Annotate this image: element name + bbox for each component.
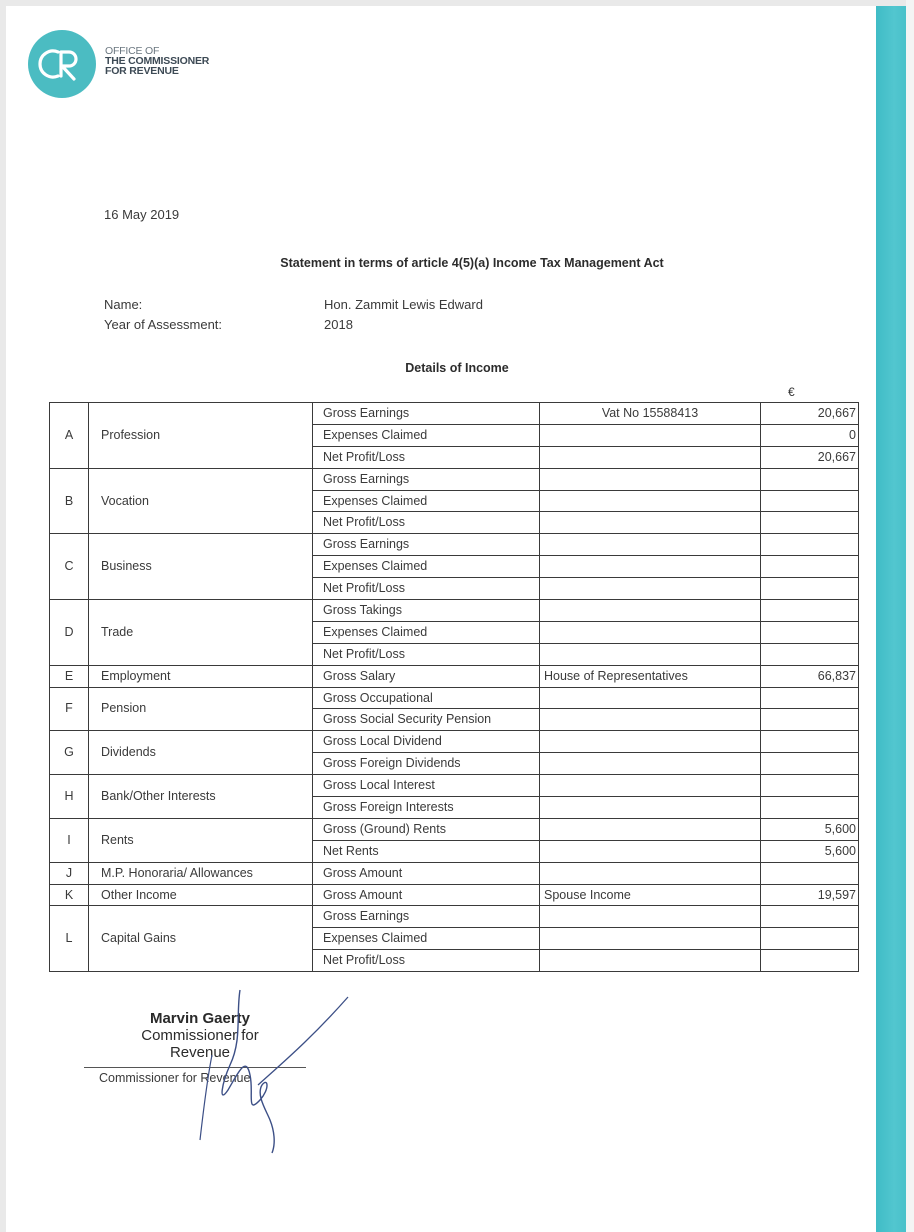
category-letter: A [50, 403, 89, 469]
income-note [540, 797, 761, 819]
income-item: Gross Occupational [313, 687, 540, 709]
income-item: Net Profit/Loss [313, 512, 540, 534]
income-item: Gross Earnings [313, 403, 540, 425]
table-row [50, 862, 859, 884]
income-item: Gross Earnings [313, 534, 540, 556]
folder-edge-strip [876, 6, 906, 1232]
signatory-role-line1: Commissioner for [141, 1027, 259, 1044]
income-amount [761, 468, 859, 490]
income-note: Spouse Income [540, 884, 761, 906]
page-edge [906, 0, 914, 1232]
table-row [50, 687, 859, 709]
category-name: Trade [89, 600, 313, 666]
income-item: Expenses Claimed [313, 621, 540, 643]
category-name: Profession [89, 403, 313, 469]
category-letter: K [50, 884, 89, 906]
income-note [540, 490, 761, 512]
income-amount [761, 512, 859, 534]
income-note [540, 775, 761, 797]
year-label: Year of Assessment: [104, 317, 223, 332]
income-amount [761, 556, 859, 578]
income-item: Gross Social Security Pension [313, 709, 540, 731]
income-item: Gross Local Dividend [313, 731, 540, 753]
currency-symbol: € [788, 385, 795, 399]
income-amount: 20,667 [761, 403, 859, 425]
income-item: Expenses Claimed [313, 424, 540, 446]
income-amount [761, 950, 859, 972]
income-note: Vat No 15588413 [540, 403, 761, 425]
org-name-line2: THE COMMISSIONER [105, 55, 210, 67]
category-name: Rents [89, 818, 313, 862]
document-date: 16 May 2019 [104, 207, 180, 222]
income-item: Net Profit/Loss [313, 950, 540, 972]
income-note [540, 818, 761, 840]
income-item: Expenses Claimed [313, 928, 540, 950]
income-amount [761, 731, 859, 753]
income-item: Gross (Ground) Rents [313, 818, 540, 840]
income-note [540, 600, 761, 622]
category-letter: H [50, 775, 89, 819]
commissioner-revenue-logo-icon [28, 30, 96, 98]
income-amount [761, 578, 859, 600]
income-item: Gross Salary [313, 665, 540, 687]
income-amount: 5,600 [761, 840, 859, 862]
income-item: Net Rents [313, 840, 540, 862]
signature-caption: Commissioner for Revenue [99, 1071, 251, 1085]
name-label: Name: [104, 297, 143, 312]
category-letter: I [50, 818, 89, 862]
income-note [540, 578, 761, 600]
category-letter: F [50, 687, 89, 731]
income-note [540, 906, 761, 928]
category-letter: C [50, 534, 89, 600]
handwritten-signature-icon [170, 985, 360, 1160]
income-note [540, 446, 761, 468]
category-name: M.P. Honoraria/ Allowances [89, 862, 313, 884]
income-item: Expenses Claimed [313, 556, 540, 578]
income-item: Gross Foreign Dividends [313, 753, 540, 775]
income-note [540, 928, 761, 950]
table-row [50, 775, 859, 797]
income-amount [761, 600, 859, 622]
category-letter: L [50, 906, 89, 972]
income-amount: 20,667 [761, 446, 859, 468]
category-name: Employment [89, 665, 313, 687]
income-amount [761, 534, 859, 556]
table-row [50, 665, 859, 687]
income-amount [761, 753, 859, 775]
income-note [540, 862, 761, 884]
table-row [50, 403, 859, 425]
income-note [540, 753, 761, 775]
income-item: Gross Local Interest [313, 775, 540, 797]
income-amount: 5,600 [761, 818, 859, 840]
table-row [50, 906, 859, 928]
signatory-name: Marvin Gaerty [149, 1010, 251, 1027]
table-row [50, 884, 859, 906]
income-item: Net Profit/Loss [313, 643, 540, 665]
table-row [50, 534, 859, 556]
income-note [540, 621, 761, 643]
income-note [540, 731, 761, 753]
income-note [540, 643, 761, 665]
table-row [50, 468, 859, 490]
category-name: Pension [89, 687, 313, 731]
category-name: Dividends [89, 731, 313, 775]
income-item: Expenses Claimed [313, 490, 540, 512]
income-amount [761, 797, 859, 819]
income-note [540, 840, 761, 862]
income-note [540, 687, 761, 709]
income-amount [761, 709, 859, 731]
income-amount [761, 687, 859, 709]
income-item: Gross Earnings [313, 468, 540, 490]
income-note: House of Representatives [540, 665, 761, 687]
category-letter: D [50, 600, 89, 666]
table-row [50, 818, 859, 840]
income-note [540, 950, 761, 972]
income-amount [761, 643, 859, 665]
category-letter: E [50, 665, 89, 687]
category-name: Bank/Other Interests [89, 775, 313, 819]
org-name-line3: FOR REVENUE [105, 65, 179, 77]
category-name: Vocation [89, 468, 313, 534]
category-letter: G [50, 731, 89, 775]
income-note [540, 468, 761, 490]
income-amount [761, 862, 859, 884]
income-item: Gross Amount [313, 862, 540, 884]
income-note [540, 534, 761, 556]
income-item: Net Profit/Loss [313, 578, 540, 600]
category-letter: B [50, 468, 89, 534]
year-value: 2018 [324, 317, 353, 332]
organization-name [105, 46, 209, 76]
income-amount [761, 490, 859, 512]
name-value: Hon. Zammit Lewis Edward [324, 297, 483, 312]
income-note [540, 424, 761, 446]
income-amount [761, 928, 859, 950]
org-name-line1: OFFICE OF [105, 45, 160, 57]
income-item: Gross Takings [313, 600, 540, 622]
income-note [540, 556, 761, 578]
income-item: Gross Earnings [313, 906, 540, 928]
section-title: Details of Income [405, 361, 509, 375]
income-table [49, 402, 859, 972]
category-name: Business [89, 534, 313, 600]
signatory-role-line2: Revenue [169, 1044, 231, 1061]
category-name: Other Income [89, 884, 313, 906]
income-note [540, 512, 761, 534]
income-note [540, 709, 761, 731]
income-amount: 66,837 [761, 665, 859, 687]
income-amount: 19,597 [761, 884, 859, 906]
income-item: Gross Amount [313, 884, 540, 906]
category-name: Capital Gains [89, 906, 313, 972]
document-title: Statement in terms of article 4(5)(a) Income Tax Management Act [280, 256, 664, 270]
income-amount [761, 621, 859, 643]
income-item: Gross Foreign Interests [313, 797, 540, 819]
table-row [50, 600, 859, 622]
income-amount [761, 906, 859, 928]
income-amount [761, 775, 859, 797]
income-item: Net Profit/Loss [313, 446, 540, 468]
income-amount: 0 [761, 424, 859, 446]
table-row [50, 731, 859, 753]
category-letter: J [50, 862, 89, 884]
